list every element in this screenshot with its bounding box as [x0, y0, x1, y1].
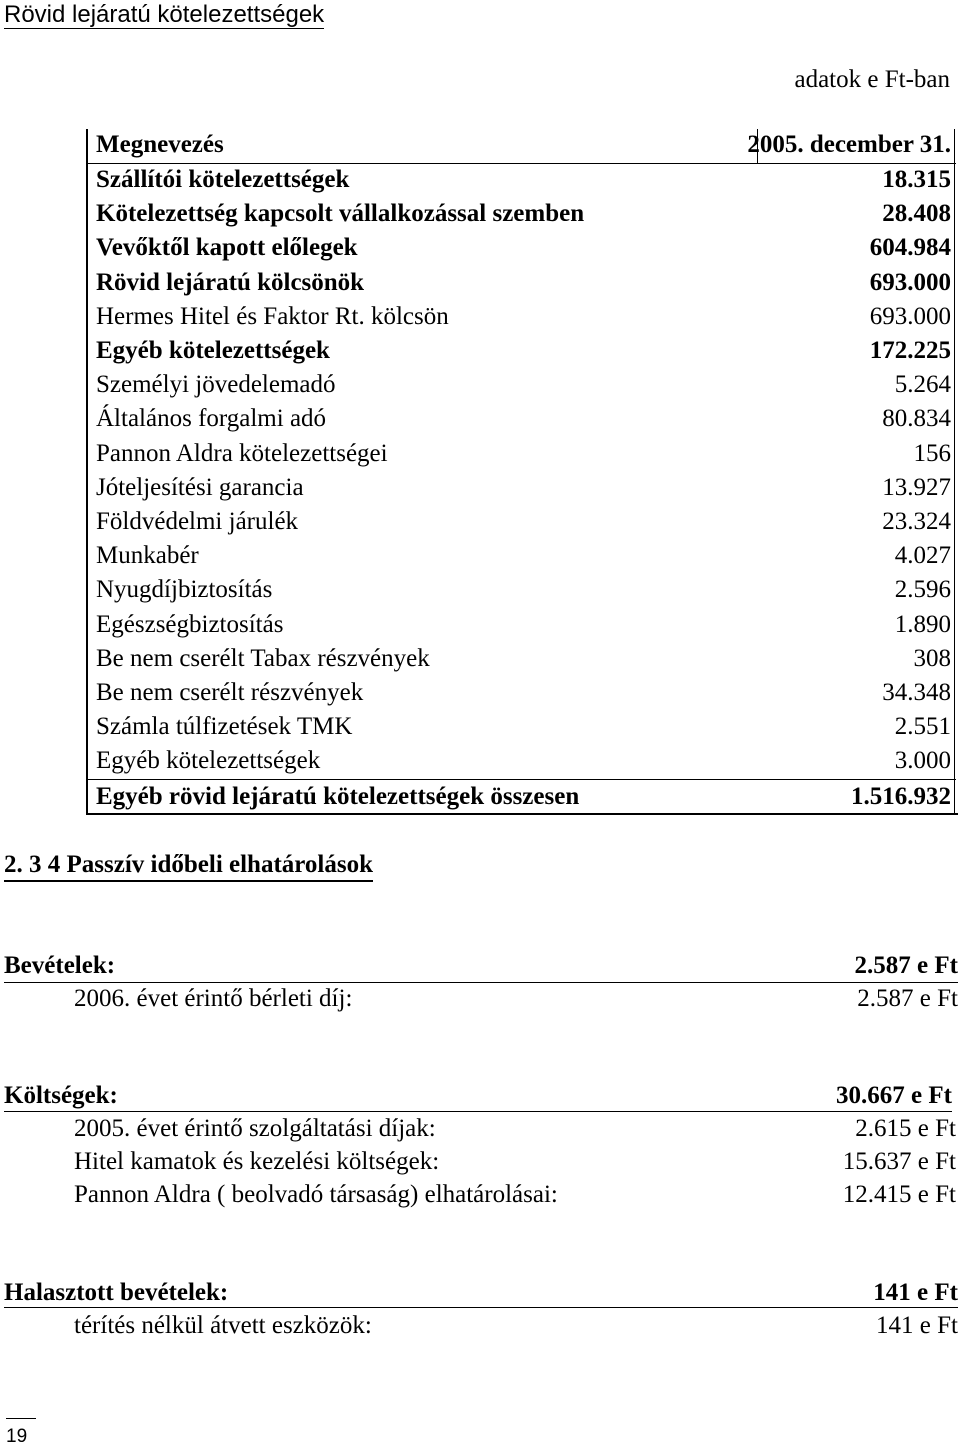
revenue-label: Bevételek: — [4, 952, 116, 979]
row-label: Szállítói kötelezettségek — [96, 166, 350, 193]
costs-item-label: Pannon Aldra ( beolvadó társaság) elhatárolásai: — [74, 1181, 558, 1208]
row-label: Földvédelmi járulék — [96, 508, 299, 535]
section-title: 2. 3 4 Passzív időbeli elhatárolások — [4, 850, 373, 882]
table-row — [88, 506, 956, 540]
row-value: 308 — [913, 644, 951, 672]
deferred-underline — [4, 1307, 958, 1308]
costs-total: 30.667 e Ft — [836, 1082, 952, 1109]
row-label: Munkabér — [96, 542, 199, 570]
row-value: 172.225 — [869, 337, 951, 364]
row-label: Vevőktől kapott előlegek — [96, 234, 358, 262]
costs-item-label: Hitel kamatok és kezelési költségek: — [74, 1148, 440, 1175]
revenue-underline — [4, 982, 958, 983]
row-value: 693.000 — [869, 302, 951, 330]
row-value: 34.348 — [882, 679, 951, 706]
row-value: 80.834 — [882, 405, 951, 433]
page-number: 19 — [6, 1426, 28, 1447]
row-label: Egyéb kötelezettségek — [96, 747, 321, 775]
row-value: 2.596 — [894, 576, 951, 604]
row-label: Számla túlfizetések TMK — [96, 713, 353, 741]
table-header-row — [88, 129, 956, 163]
row-value: 693.000 — [869, 268, 951, 296]
deferred-total: 141 e Ft — [873, 1279, 958, 1306]
row-label: Egészségbiztosítás — [96, 610, 284, 638]
row-value: 2.551 — [894, 713, 951, 741]
page-title: Rövid lejáratú kötelezettségek — [4, 1, 325, 28]
revenue-item-value: 2.587 e Ft — [857, 985, 958, 1012]
unit-note: adatok e Ft-ban — [794, 66, 950, 93]
row-value: 156 — [913, 439, 951, 467]
revenue-item-label: 2006. évet érintő bérleti díj: — [74, 985, 353, 1012]
row-value: 3.000 — [894, 747, 951, 775]
column-header-name: Megnevezés — [96, 131, 224, 158]
table-row — [88, 609, 956, 643]
table-row — [88, 232, 956, 266]
table-total-row — [88, 781, 956, 815]
row-label: Személyi jövedelemadó — [96, 371, 336, 399]
table-row — [88, 540, 956, 574]
row-label: Rövid lejáratú kölcsönök — [96, 268, 365, 296]
costs-item-value: 12.415 e Ft — [842, 1181, 956, 1208]
table-row — [88, 301, 956, 335]
table-row — [88, 198, 956, 232]
row-label: Pannon Aldra kötelezettségei — [96, 439, 388, 467]
deferred-label: Halasztott bevételek: — [4, 1279, 229, 1306]
costs-item-value: 2.615 e Ft — [855, 1115, 956, 1142]
revenue-total: 2.587 e Ft — [854, 952, 958, 979]
table-row — [88, 369, 956, 403]
row-value: 18.315 — [882, 166, 951, 193]
row-label: Általános forgalmi adó — [96, 405, 327, 433]
row-value: 4.027 — [894, 542, 951, 570]
table-row — [88, 335, 956, 369]
row-value: 13.927 — [882, 473, 951, 501]
table-row — [88, 745, 956, 779]
row-label: Be nem cserélt részvények — [96, 679, 364, 706]
row-value: 1.890 — [894, 610, 951, 638]
table-row — [88, 711, 956, 745]
row-label: Kötelezettség kapcsolt vállalkozással szemben — [96, 200, 585, 228]
costs-underline — [4, 1111, 952, 1112]
table-row — [88, 403, 956, 437]
costs-item-value: 15.637 e Ft — [842, 1148, 956, 1175]
costs-item-label: 2005. évet érintő szolgáltatási díjak: — [74, 1115, 436, 1142]
row-label: Egyéb kötelezettségek — [96, 337, 330, 364]
table-row — [88, 472, 956, 506]
table-row — [88, 164, 956, 198]
row-label: Hermes Hitel és Faktor Rt. kölcsön — [96, 302, 449, 330]
total-label: Egyéb rövid lejáratú kötelezettségek összesen — [96, 783, 580, 810]
row-value: 604.984 — [869, 234, 951, 262]
table-row — [88, 438, 956, 472]
deferred-item-value: 141 e Ft — [876, 1312, 958, 1339]
row-value: 23.324 — [882, 508, 951, 535]
footer-rule — [6, 1418, 36, 1419]
column-header-value: 2005. december 31. — [747, 131, 951, 158]
liabilities-table — [86, 129, 958, 815]
total-divider — [88, 779, 956, 780]
total-value: 1.516.932 — [851, 783, 951, 810]
row-label: Nyugdíjbiztosítás — [96, 576, 273, 604]
table-row — [88, 677, 956, 711]
deferred-item-label: térítés nélkül átvett eszközök: — [74, 1312, 372, 1339]
table-row — [88, 643, 956, 677]
costs-label: Költségek: — [4, 1082, 118, 1109]
row-label: Be nem cserélt Tabax részvények — [96, 644, 430, 672]
table-row — [88, 574, 956, 608]
row-label: Jóteljesítési garancia — [96, 473, 304, 501]
table-row — [88, 267, 956, 301]
row-value: 28.408 — [882, 200, 951, 228]
row-value: 5.264 — [894, 371, 951, 399]
